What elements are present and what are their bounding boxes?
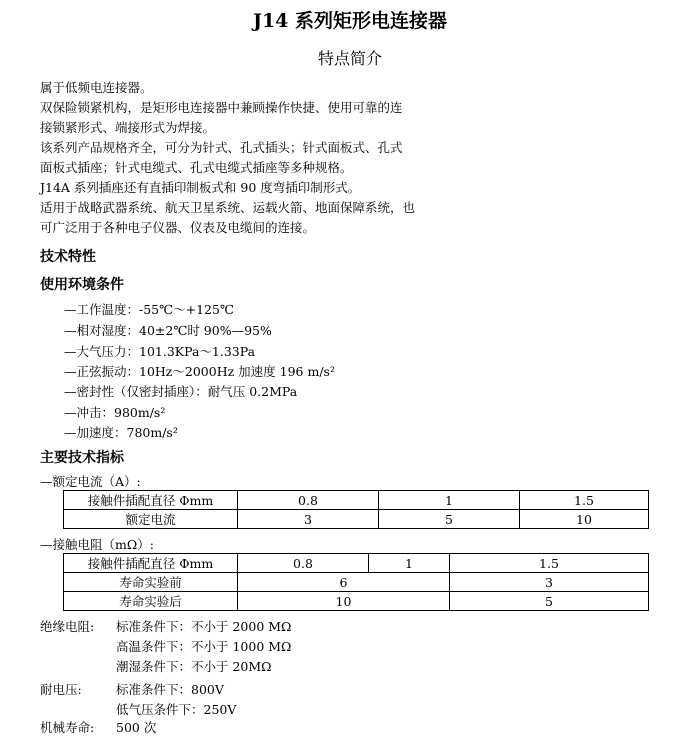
section-heading-tech: 技术特性 <box>40 249 96 265</box>
table-cell: 额定电流 <box>64 510 238 529</box>
table-row <box>64 510 649 529</box>
current-label: —额定电流（A）: <box>40 474 141 489</box>
table-cell: 10 <box>238 592 450 611</box>
table-cell: 寿命实验后 <box>64 592 238 611</box>
table-cell: 寿命实验前 <box>64 573 238 592</box>
table-row <box>64 554 649 573</box>
document-subtitle: 特点简介 <box>317 49 382 68</box>
voltage-line: 低气压条件下：250V <box>116 702 237 717</box>
table-cell: 0.8 <box>238 491 379 510</box>
table-cell: 接触件插配直径 Φmm <box>64 491 238 510</box>
env-item: —工作温度：-55℃～+125℃ <box>64 302 234 317</box>
table-cell: 3 <box>450 573 649 592</box>
intro-line: 双保险锁紧机构，是矩形电连接器中兼顾操作快捷、使用可靠的连 <box>40 100 403 115</box>
insulation-line: 高温条件下：不小于 1000 MΩ <box>116 639 292 654</box>
table-cell: 5 <box>450 592 649 611</box>
env-item: —相对湿度：40±2℃时 90%—95% <box>64 323 272 338</box>
intro-line: 适用于战略武器系统、航天卫星系统、运载火箭、地面保障系统，也 <box>40 200 416 215</box>
table-cell: 6 <box>238 573 450 592</box>
env-item: —大气压力：101.3KPa～1.33Pa <box>64 344 256 359</box>
intro-line: 可广泛用于各种电子仪器、仪表及电缆间的连接。 <box>40 220 316 235</box>
section-heading-main: 主要技术指标 <box>40 450 124 466</box>
table-cell: 1.5 <box>520 491 649 510</box>
intro-line: 该系列产品规格齐全，可分为针式、孔式插头；针式面板式、孔式 <box>40 140 403 155</box>
insulation-line: 标准条件下：不小于 2000 MΩ <box>116 619 292 634</box>
intro-line: 面板式插座；针式电缆式、孔式电缆式插座等多种规格。 <box>40 160 353 175</box>
table-row <box>64 592 649 611</box>
env-item: —正弦振动：10Hz～2000Hz 加速度 196 m/s² <box>64 364 335 379</box>
table-cell: 1 <box>379 491 520 510</box>
section-heading-env: 使用环境条件 <box>40 277 124 293</box>
life-value: 500 次 <box>116 720 157 735</box>
life-label: 机械寿命: <box>40 720 95 735</box>
intro-line: J14A 系列插座还有直插印制板式和 90 度弯插印制形式。 <box>40 180 361 195</box>
env-item: —密封性（仅密封插座）：耐气压 0.2MPa <box>64 384 298 399</box>
intro-line: 属于低频电连接器。 <box>40 80 153 95</box>
table-cell: 1.5 <box>450 554 649 573</box>
intro-line: 接锁紧形式、端接形式为焊接。 <box>40 120 216 135</box>
table-row <box>64 491 649 510</box>
table-cell: 1 <box>369 554 450 573</box>
resistance-table <box>63 553 649 611</box>
table-row <box>64 573 649 592</box>
env-item: —冲击：980m/s² <box>64 405 166 420</box>
insulation-line: 潮湿条件下：不小于 20MΩ <box>116 659 272 674</box>
table-cell: 接触件插配直径 Φmm <box>64 554 238 573</box>
current-table <box>63 490 649 529</box>
voltage-line: 标准条件下：800V <box>116 682 224 697</box>
env-item: —加速度：780m/s² <box>64 425 178 440</box>
table-cell: 10 <box>520 510 649 529</box>
document-title: J14 系列矩形电连接器 <box>252 10 448 32</box>
insulation-label: 绝缘电阻: <box>40 619 95 634</box>
table-cell: 3 <box>238 510 379 529</box>
resistance-label: —接触电阻（mΩ）: <box>40 537 154 552</box>
table-cell: 0.8 <box>238 554 369 573</box>
table-cell: 5 <box>379 510 520 529</box>
voltage-label: 耐电压: <box>40 682 82 697</box>
